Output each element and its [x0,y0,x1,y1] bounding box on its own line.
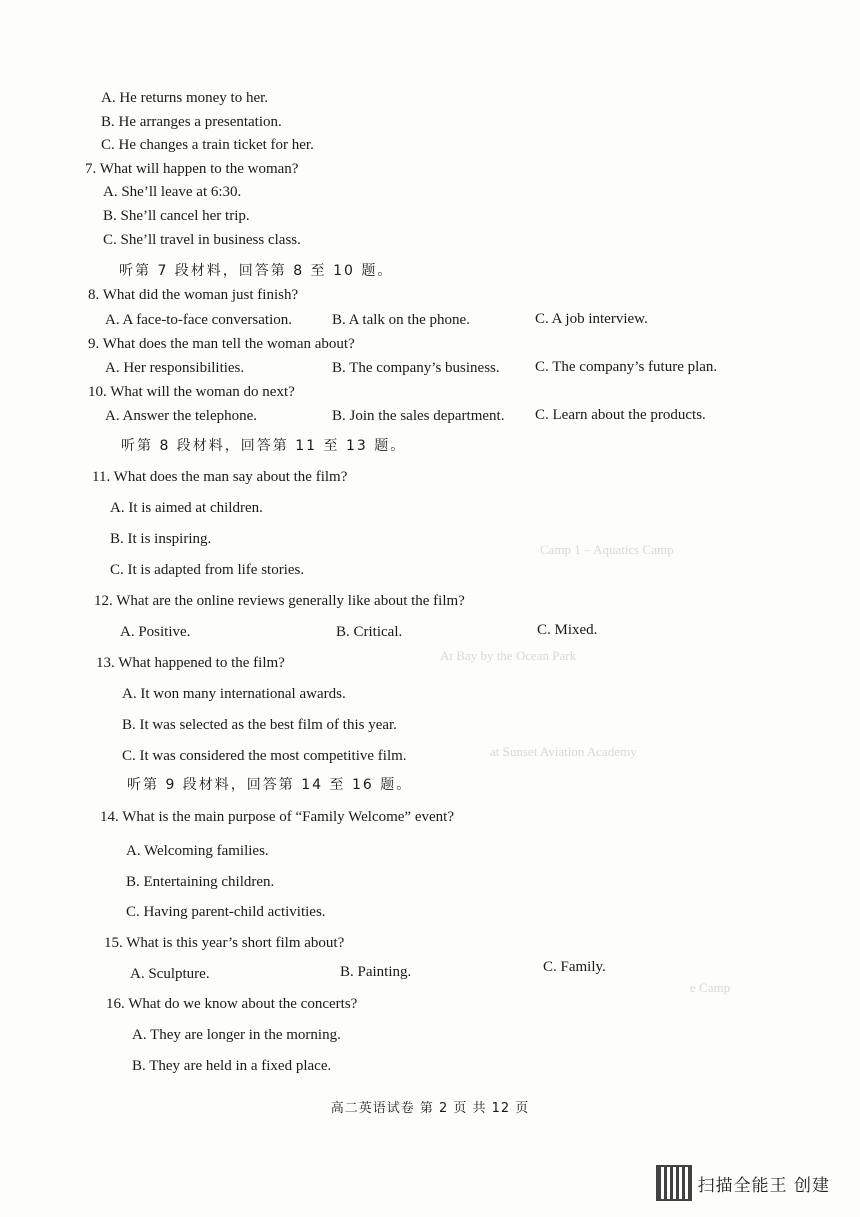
q11-stem: 11. What does the man say about the film? [92,469,348,485]
q15-stem: 15. What is this year’s short film about? [104,935,345,951]
scanner-watermark [656,1165,830,1201]
q9-stem: 9. What does the man tell the woman about? [88,336,355,352]
q11-option-a: A. It is aimed at children. [110,500,263,516]
q16-stem: 16. What do we know about the concerts? [106,996,358,1012]
q13-stem: 13. What happened to the film? [96,655,285,671]
q9-option-b: B. The company’s business. [332,360,500,376]
section-instruction-9: 听第 9 段材料，回答第 14 至 16 题。 [127,777,413,793]
q13-option-b: B. It was selected as the best film of this year. [122,717,397,733]
q9-option-c: C. The company’s future plan. [535,359,718,375]
q16-option-b: B. They are held in a fixed place. [132,1058,332,1074]
q10-option-a: A. Answer the telephone. [105,408,258,424]
q15-option-c: C. Family. [543,959,606,975]
q12-option-b: B. Critical. [336,624,403,640]
q14-option-b: B. Entertaining children. [126,874,275,890]
bleed-through-text: At Bay by the Ocean Park [440,648,577,663]
q10-option-c: C. Learn about the products. [535,407,706,423]
q8-option-b: B. A talk on the phone. [332,312,470,328]
q6-option-b: B. He arranges a presentation. [101,114,282,130]
q10-option-b: B. Join the sales department. [332,408,505,424]
q9-option-a: A. Her responsibilities. [105,360,245,376]
q7-option-c: C. She’ll travel in business class. [103,232,301,248]
q14-option-a: A. Welcoming families. [126,843,269,859]
q7-option-b: B. She’ll cancel her trip. [103,208,250,224]
q7-stem: 7. What will happen to the woman? [85,161,299,177]
q15-option-a: A. Sculpture. [130,966,210,982]
bleed-through-text: Camp 1 – Aquatics Camp [540,542,674,557]
q7-option-a: A. She’ll leave at 6:30. [103,184,242,200]
q13-option-c: C. It was considered the most competitive film. [122,748,407,764]
q14-option-c: C. Having parent-child activities. [126,904,326,920]
q10-stem: 10. What will the woman do next? [88,384,295,400]
q13-option-a: A. It won many international awards. [122,686,346,702]
q6-option-c: C. He changes a train ticket for her. [101,137,314,153]
bleed-through-text: at Sunset Aviation Academy [490,744,637,759]
q12-stem: 12. What are the online reviews generally like about the film? [94,593,465,609]
q12-option-a: A. Positive. [120,624,191,640]
q6-option-a: A. He returns money to her. [101,90,269,106]
section-instruction-8: 听第 8 段材料，回答第 11 至 13 题。 [121,438,407,454]
bleed-through-text: e Camp [690,980,731,995]
section-instruction-7: 听第 7 段材料，回答第 8 至 10 题。 [119,263,394,279]
q8-option-a: A. A face-to-face conversation. [105,312,292,328]
watermark-text: 扫描全能王 创建 [697,1175,830,1196]
q14-stem: 14. What is the main purpose of “Family Welcome” event? [100,809,454,825]
q8-option-c: C. A job interview. [535,311,648,327]
q8-stem: 8. What did the woman just finish? [88,287,299,303]
qr-code-icon [656,1165,692,1201]
q16-option-a: A. They are longer in the morning. [132,1027,341,1043]
q12-option-c: C. Mixed. [537,622,598,638]
q11-option-b: B. It is inspiring. [110,531,212,547]
q15-option-b: B. Painting. [340,964,412,980]
page-footer: 高二英语试卷 第 2 页 共 12 页 [330,1101,530,1116]
q11-option-c: C. It is adapted from life stories. [110,562,305,578]
